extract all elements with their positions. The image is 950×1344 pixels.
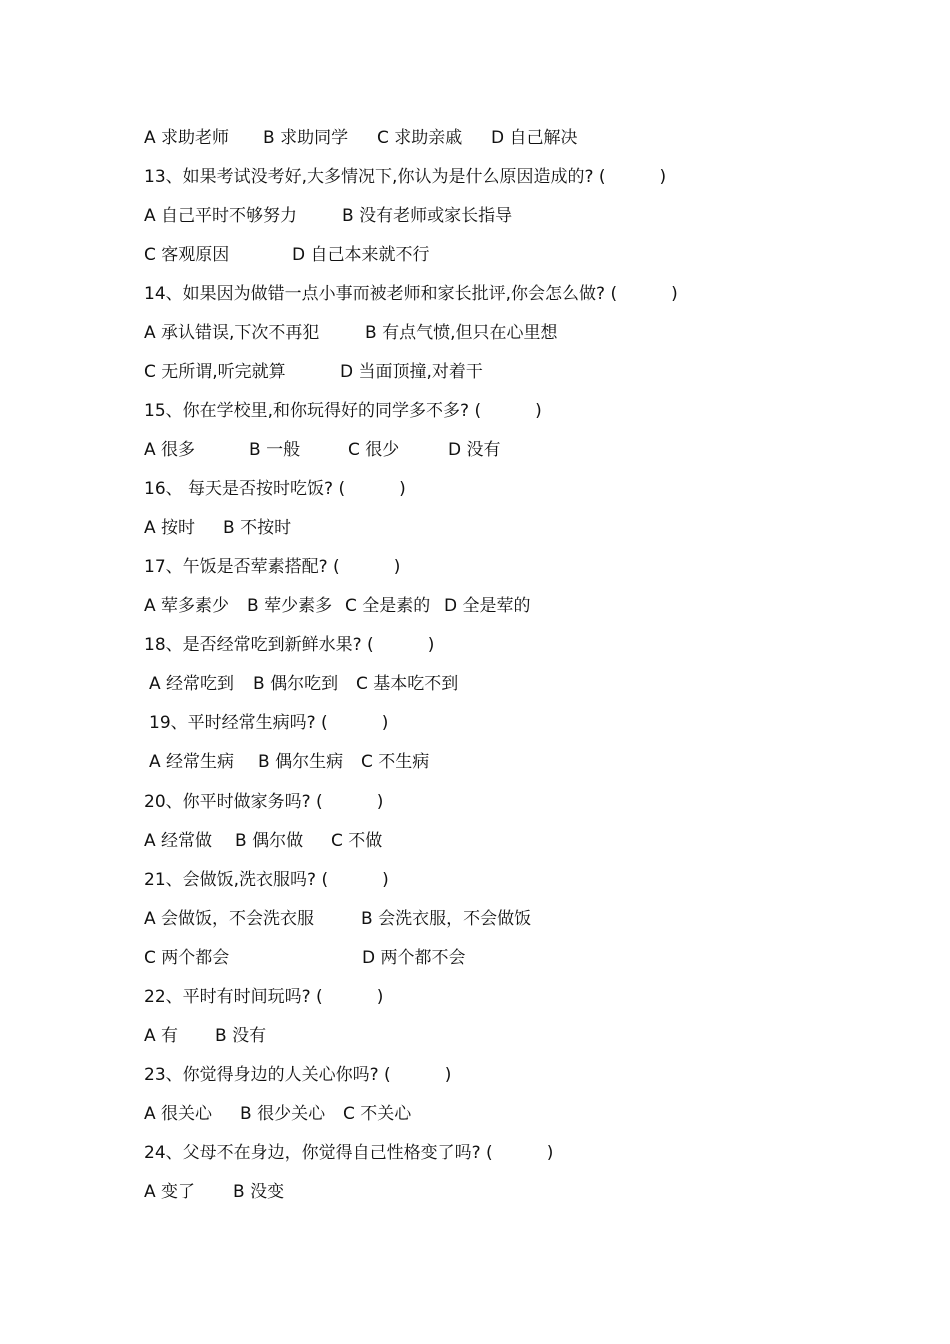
option: B 一般 [249,440,301,460]
option: A 很关心 [144,1104,213,1124]
question-16: 16、 每天是否按时吃饭? ( ) [144,479,406,499]
option: C 求助亲戚 [377,128,463,148]
option: C 很少 [348,440,400,460]
question-24: 24、父母不在身边，你觉得自己性格变了吗? ( ) [144,1143,554,1163]
option: C 全是素的 [345,596,431,616]
option: B 很少关心 [240,1104,326,1124]
question-17: 17、午饭是否荤素搭配? ( ) [144,557,401,577]
option: B 荤少素多 [247,596,333,616]
question-15: 15、你在学校里,和你玩得好的同学多不多? ( ) [144,401,542,421]
option: C 不关心 [343,1104,412,1124]
option: B 会洗衣服，不会做饭 [361,909,532,929]
question-20: 20、你平时做家务吗? ( ) [144,792,384,812]
option: A 经常生病 [149,752,235,772]
question-14: 14、如果因为做错一点小事而被老师和家长批评,你会怎么做? ( ) [144,284,678,304]
question-22: 22、平时有时间玩吗? ( ) [144,987,384,1007]
option: B 没变 [233,1182,285,1202]
option: A 有 [144,1026,179,1046]
option: A 变了 [144,1182,196,1202]
option: A 承认错误,下次不再犯 [144,323,320,343]
option: D 没有 [448,440,501,460]
option: C 无所谓,听完就算 [144,362,286,382]
question-13: 13、如果考试没考好,大多情况下,你认为是什么原因造成的? ( ) [144,167,667,187]
option: B 偶尔吃到 [253,674,339,694]
option: A 会做饭，不会洗衣服 [144,909,315,929]
option: D 自己解决 [491,128,578,148]
option: D 自己本来就不行 [292,245,430,265]
option: B 没有老师或家长指导 [342,206,513,226]
options-line [144,1181,285,1269]
option: D 全是荤的 [444,596,531,616]
option: C 基本吃不到 [356,674,459,694]
option: D 当面顶撞,对着干 [340,362,483,382]
option: C 不做 [331,831,383,851]
option: B 不按时 [223,518,292,538]
option: A 按时 [144,518,196,538]
option: B 没有 [215,1026,267,1046]
option: C 两个都会 [144,948,230,968]
option: B 偶尔生病 [258,752,344,772]
option: A 自己平时不够努力 [144,206,298,226]
option: A 经常做 [144,831,213,851]
option: B 偶尔做 [235,831,304,851]
question-23: 23、你觉得身边的人关心你吗? ( ) [144,1065,452,1085]
option: A 很多 [144,440,196,460]
option: A 经常吃到 [149,674,235,694]
option: C 不生病 [361,752,430,772]
option: B 求助同学 [263,128,349,148]
option: D 两个都不会 [362,948,466,968]
option: A 求助老师 [144,128,230,148]
question-19: 19、平时经常生病吗? ( ) [149,713,389,733]
question-21: 21、会做饭,洗衣服吗? ( ) [144,870,389,890]
option: C 客观原因 [144,245,230,265]
option: A 荤多素少 [144,596,230,616]
option: B 有点气愤,但只在心里想 [365,323,558,343]
question-18: 18、是否经常吃到新鲜水果? ( ) [144,635,435,655]
